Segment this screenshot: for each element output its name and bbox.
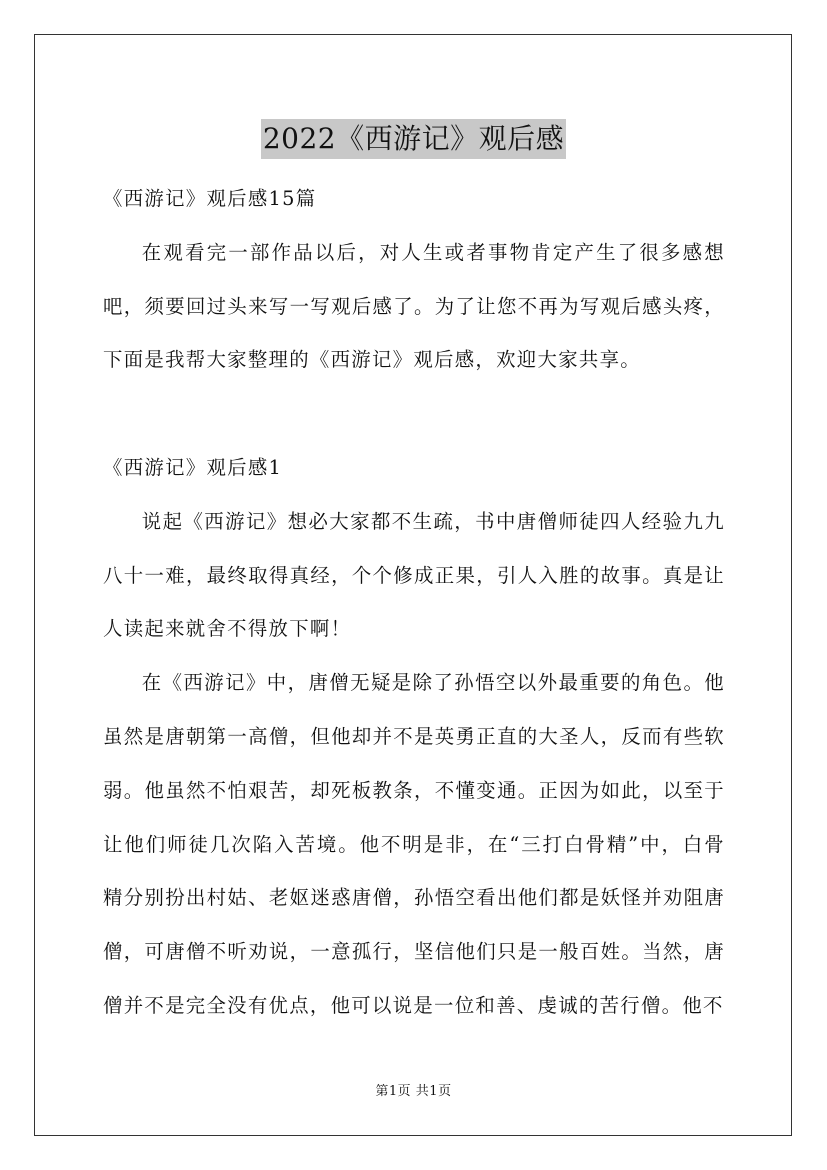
- page-footer: [0, 1082, 827, 1102]
- page-number: 第1页 共1页: [375, 1084, 452, 1099]
- intro-paragraph: 在观看完一部作品以后，对人生或者事物肯定产生了很多感想吧，须要回过头来写一写观后感了。为了让您不再为写观后感头疼，下面是我帮大家整理的《西游记》观后感，欢迎大家共享。: [103, 240, 725, 372]
- title-container: [0, 100, 827, 178]
- blank-line: [103, 387, 725, 441]
- document-title: 2022《西游记》观后感: [261, 119, 566, 159]
- body-paragraph: 说起《西游记》想必大家都不生疏，书中唐僧师徒四人经验九九八十一难，最终取得真经，个个修成正果，引人入胜的故事。真是让人读起来就舍不得放下啊！: [103, 509, 725, 641]
- document-subtitle: 《西游记》观后感15篇: [103, 187, 317, 210]
- section-heading: 《西游记》观后感1: [103, 455, 283, 479]
- body-paragraph: 在《西游记》中，唐僧无疑是除了孙悟空以外最重要的角色。他虽然是唐朝第一高僧，但他却并不是英勇正直的大圣人，反而有些软弱。他虽然不怕艰苦，却死板教条，不懂变通。正因为如此，以至于让他们师徒几次陷入苦境。他不明是非，在“三打白骨精”中，白骨精分别扮出村姑、老妪迷惑唐僧，孙悟空看出他们都是妖怪并劝阻唐僧，可唐僧不听劝说，一意孤行，坚信他们只是一般百姓。当然，唐僧并不是完全没有优点，他可以说是一位和善、虔诚的苦行僧。他不: [103, 671, 725, 1017]
- document-body: [103, 172, 725, 1033]
